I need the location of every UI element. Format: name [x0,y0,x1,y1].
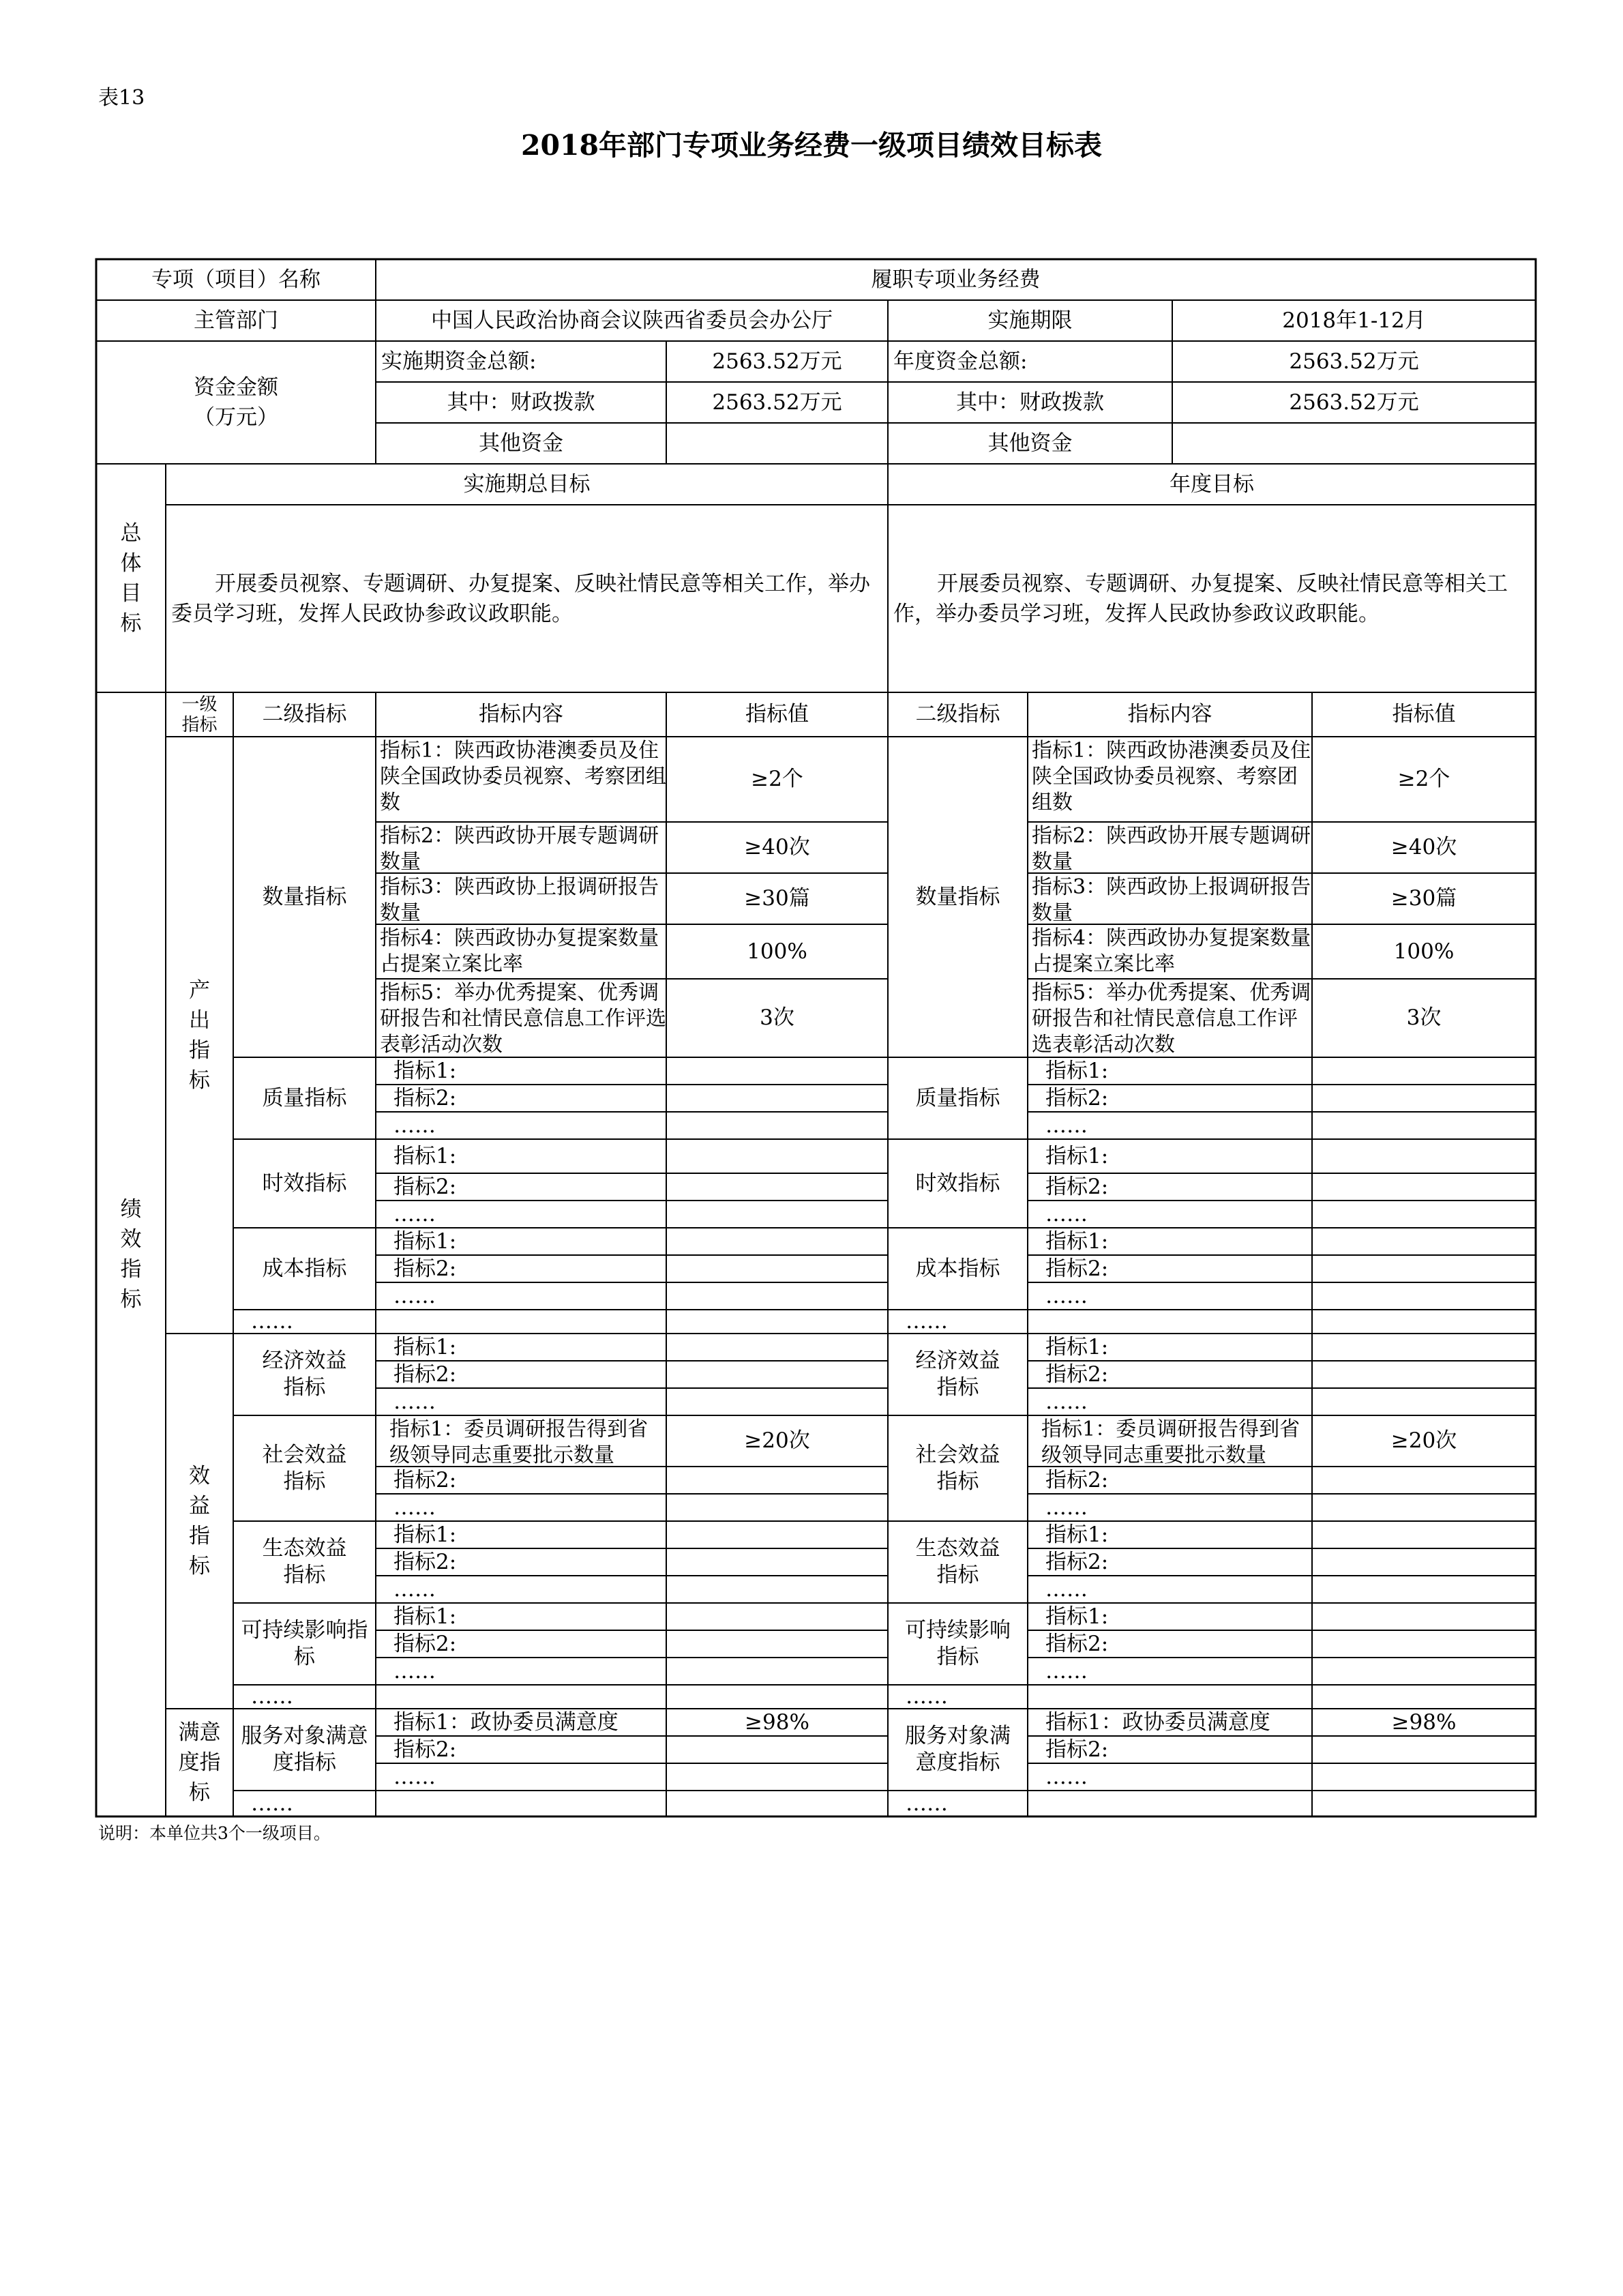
timeliness-item-1: 指标1: [393,1143,457,1168]
total-impl-label: 实施期资金总额: [381,349,537,374]
timeliness-indicator-label: 时效指标 [262,1171,347,1196]
period-label: 实施期限 [987,308,1073,333]
quantity-indicator-label-annual: 数量指标 [915,884,1000,909]
economic-indicator-label-annual: 经济效益指标 [915,1349,1000,1400]
col-level1-line: 指标 [181,714,218,735]
cost-indicator-label-annual: 成本指标 [915,1256,1000,1281]
quantity-item-1: 指标1：陕西政协港澳委员及住陕全国政协委员视察、考察团组数 [380,739,666,814]
quality-item-1: 指标1: [393,1058,457,1083]
quantity-value-2-annual: ≥40次 [1390,835,1457,860]
quality-item-1-annual: 指标1: [1045,1058,1109,1083]
service-item-more-annual: …… [1045,1764,1088,1789]
sustainability-item-more-annual: …… [1045,1658,1088,1683]
other-funds-label: 其他资金 [479,430,563,456]
social-value-1-annual: ≥20次 [1390,1428,1457,1454]
period-value: 2018年1-12月 [1282,308,1426,333]
quantity-item-3-annual: 指标3：陕西政协上报调研报告数量 [1032,875,1311,924]
social-item-2-annual: 指标2: [1045,1467,1109,1492]
economic-item-more-annual: …… [1045,1389,1088,1414]
table-number: 表13 [98,86,145,110]
output-label-char: 指 [189,1037,210,1063]
annual-fiscal-value: 2563.52万元 [1289,389,1419,415]
satisfaction-label-line: 满意 [178,1720,221,1745]
perf-label-char: 绩 [120,1197,142,1222]
col-level2-annual: 二级指标 [915,702,1000,727]
quantity-item-3: 指标3：陕西政协上报调研报告数量 [380,875,659,924]
economic-indicator-label: 经济效益指标 [262,1349,347,1400]
annual-fiscal-label: 其中：财政拨款 [956,389,1104,415]
quantity-item-2: 指标2：陕西政协开展专题调研数量 [380,824,659,873]
timeliness-item-more-annual: …… [1045,1201,1088,1226]
service-satisfaction-label: 服务对象满意度指标 [241,1724,368,1775]
quality-item-2: 指标2: [393,1085,457,1110]
col-content-annual: 指标内容 [1127,702,1212,727]
economic-item-more: …… [393,1389,436,1414]
ecological-item-1-annual: 指标1: [1045,1522,1109,1547]
benefit-label-char: 效 [189,1464,210,1488]
quantity-item-5-annual: 指标5：举办优秀提案、优秀调研报告和社情民意信息工作评选表彰活动次数 [1032,981,1311,1057]
quantity-value-3-annual: ≥30篇 [1390,886,1457,911]
quantity-value-1-annual: ≥2个 [1397,767,1450,792]
fiscal-label: 其中：财政拨款 [447,389,595,415]
col-content: 指标内容 [479,702,563,727]
annual-other-funds-label: 其他资金 [987,430,1073,456]
quantity-item-4: 指标4：陕西政协办复提案数量占提案立案比率 [380,926,659,976]
social-item-1: 指标1：委员调研报告得到省级领导同志重要批示数量 [389,1417,649,1467]
annual-total-value: 2563.52万元 [1289,349,1419,374]
sustainability-item-more: …… [393,1658,436,1683]
fund-label [96,341,376,464]
benefit-indicator-label [166,1334,233,1709]
benefit-label-char: 益 [189,1494,210,1518]
service-value-1-annual: ≥98% [1391,1709,1457,1735]
satisfaction-label-line: 度指 [178,1750,221,1775]
total-impl-value: 2563.52万元 [712,349,842,374]
output-more: …… [251,1310,293,1334]
benefit-label-char: 指 [189,1524,210,1548]
sustainability-indicator-label-annual: 可持续影响指标 [905,1618,1011,1669]
cost-item-1: 指标1: [393,1228,457,1254]
quantity-value-1: ≥2个 [751,767,803,792]
quality-item-more: …… [393,1113,436,1138]
benefit-more-annual: …… [906,1685,948,1709]
dept-value: 中国人民政治协商会议陕西省委员会办公厅 [431,308,833,333]
cost-item-1-annual: 指标1: [1045,1228,1109,1254]
satisfaction-label-line: 标 [189,1780,210,1805]
economic-item-1: 指标1: [393,1334,457,1359]
ecological-item-2: 指标2: [393,1549,457,1574]
quantity-value-5: 3次 [760,1005,794,1031]
ecological-indicator-label-annual: 生态效益指标 [915,1536,1000,1587]
col-value-annual: 指标值 [1392,702,1456,727]
service-item-2: 指标2: [393,1737,457,1762]
performance-label [96,692,166,1816]
cost-item-2: 指标2: [393,1256,457,1281]
cost-item-more-annual: …… [1045,1283,1088,1308]
annual-total-label: 年度资金总额: [893,349,1028,374]
col-level1-line: 一级 [181,694,218,715]
service-item-2-annual: 指标2: [1045,1737,1109,1762]
col-value: 指标值 [745,702,809,727]
footnote: 说明：本单位共3个一级项目。 [98,1823,331,1843]
timeliness-item-2-annual: 指标2: [1045,1174,1109,1199]
sustainability-item-1: 指标1: [393,1604,457,1629]
timeliness-indicator-label-annual: 时效指标 [915,1171,1000,1196]
project-name: 履职专项业务经费 [871,267,1041,292]
quantity-item-2-annual: 指标2：陕西政协开展专题调研数量 [1032,824,1311,873]
cost-item-more: …… [393,1283,436,1308]
goal-label-char: 总 [120,520,142,546]
goal-label-char: 目 [120,580,142,606]
output-label-char: 出 [189,1007,210,1033]
quality-indicator-label: 质量指标 [262,1085,347,1110]
cost-item-2-annual: 指标2: [1045,1256,1109,1281]
service-item-more: …… [393,1764,436,1789]
satisfaction-indicator-label [166,1709,233,1816]
quantity-value-5-annual: 3次 [1406,1005,1442,1031]
fund-label-line1: 资金金额 [194,375,278,400]
social-item-more: …… [393,1495,436,1520]
output-indicator-label [166,737,233,1334]
timeliness-item-2: 指标2: [393,1174,457,1199]
quantity-item-1-annual: 指标1：陕西政协港澳委员及住陕全国政协委员视察、考察团组数 [1032,739,1311,814]
sustainability-item-1-annual: 指标1: [1045,1604,1109,1629]
goal-label-char: 标 [120,610,142,636]
quantity-value-2: ≥40次 [744,835,810,860]
dept-label: 主管部门 [194,308,278,333]
social-item-1-annual: 指标1：委员调研报告得到省级领导同志重要批示数量 [1041,1417,1300,1467]
ecological-item-more-annual: …… [1045,1576,1088,1602]
annual-goal-text: 开展委员视察、专题调研、办复提案、反映社情民意等相关工作，举办委员学习班，发挥人民政协参政议政职能。 [893,571,1508,626]
overall-goal-label [96,464,166,692]
output-more-annual: …… [906,1310,948,1334]
perf-label-char: 标 [120,1287,142,1312]
satisfaction-more-annual: …… [906,1791,948,1816]
quantity-value-4-annual: 100% [1393,939,1455,964]
quantity-item-5: 指标5：举办优秀提案、优秀调研报告和社情民意信息工作评选表彰活动次数 [380,981,666,1057]
col-level1 [166,692,233,737]
economic-item-2: 指标2: [393,1362,457,1387]
col-level2: 二级指标 [262,702,347,727]
timeliness-item-1-annual: 指标1: [1045,1143,1109,1168]
service-item-1: 指标1：政协委员满意度 [393,1709,619,1735]
ecological-item-more: …… [393,1576,436,1602]
quantity-value-4: 100% [747,939,807,964]
service-satisfaction-label-annual: 服务对象满意度指标 [905,1724,1011,1775]
quality-item-more-annual: …… [1045,1113,1088,1138]
sustainability-item-2-annual: 指标2: [1045,1631,1109,1656]
economic-item-1-annual: 指标1: [1045,1334,1109,1359]
social-indicator-label: 社会效益指标 [262,1442,347,1494]
service-item-1-annual: 指标1：政协委员满意度 [1045,1709,1270,1735]
fiscal-value: 2563.52万元 [712,389,842,415]
sustainability-item-2: 指标2: [393,1631,457,1656]
period-goal-text: 开展委员视察、专题调研、办复提案、反映社情民意等相关工作，举办委员学习班，发挥人民政协参政议政职能。 [171,571,870,626]
social-indicator-label-annual: 社会效益指标 [915,1442,1000,1494]
cost-indicator-label: 成本指标 [262,1256,347,1281]
goal-label-char: 体 [120,550,142,576]
ecological-item-2-annual: 指标2: [1045,1549,1109,1574]
satisfaction-more: …… [251,1791,293,1816]
quantity-indicator-label: 数量指标 [262,884,347,909]
sustainability-indicator-label: 可持续影响指标 [241,1618,368,1669]
fund-label-line2: （万元） [194,405,278,430]
output-label-char: 产 [189,977,210,1003]
period-goal-header: 实施期总目标 [463,471,591,497]
quantity-item-4-annual: 指标4：陕西政协办复提案数量占提案立案比率 [1032,926,1311,976]
perf-label-char: 效 [120,1227,142,1252]
ecological-indicator-label: 生态效益指标 [262,1536,347,1587]
quality-indicator-label-annual: 质量指标 [915,1085,1000,1110]
benefit-more: …… [251,1685,293,1709]
quantity-value-3: ≥30篇 [744,886,810,911]
social-value-1: ≥20次 [744,1428,810,1454]
output-label-char: 标 [189,1068,210,1093]
annual-goal-header: 年度目标 [1170,471,1254,497]
economic-item-2-annual: 指标2: [1045,1362,1109,1387]
document-title: 2018年部门专项业务经费一级项目绩效目标表 [520,129,1103,162]
benefit-label-char: 标 [189,1554,210,1578]
project-name-label: 专项（项目）名称 [151,267,321,292]
social-item-more-annual: …… [1045,1495,1088,1520]
perf-label-char: 指 [120,1257,142,1282]
service-value-1: ≥98% [745,1709,809,1735]
quality-item-2-annual: 指标2: [1045,1085,1109,1110]
ecological-item-1: 指标1: [393,1522,457,1547]
social-item-2: 指标2: [393,1467,457,1492]
timeliness-item-more: …… [393,1201,436,1226]
